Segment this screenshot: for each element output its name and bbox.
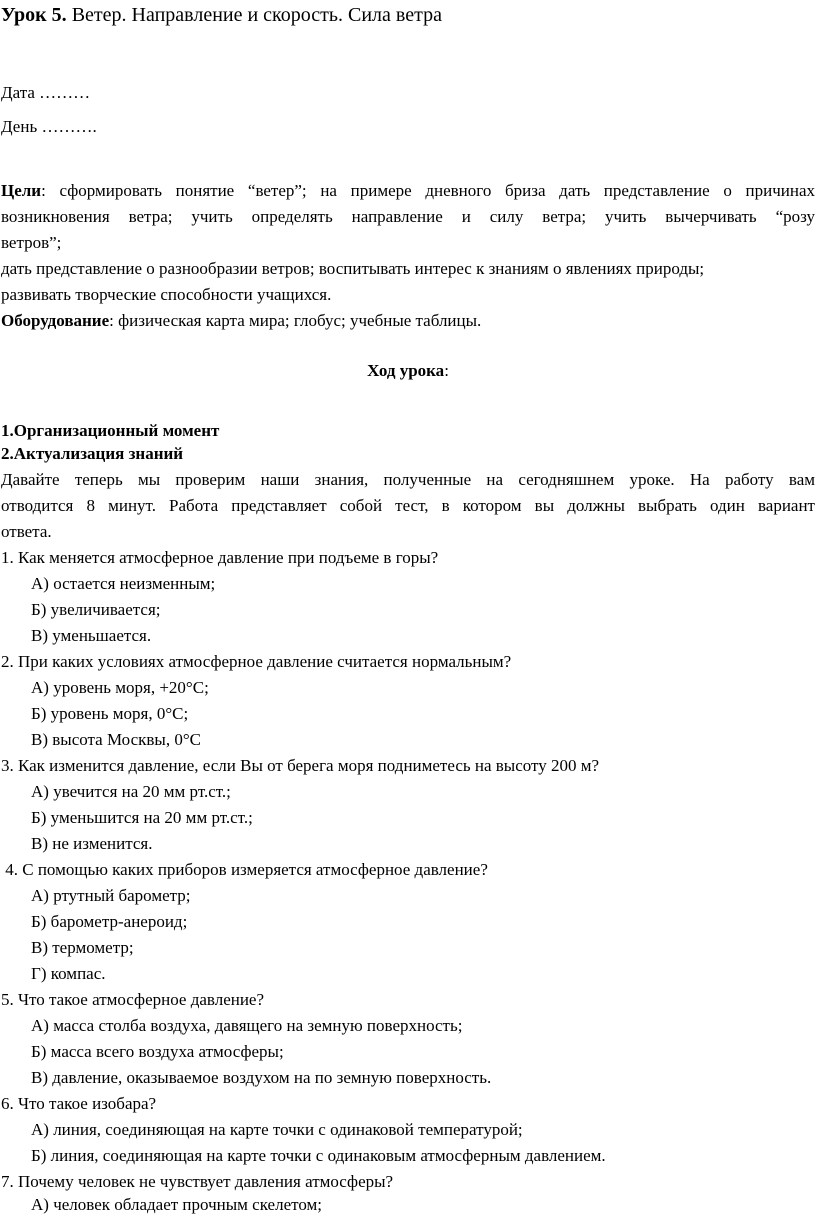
q5-option-c: В) давление, оказываемое воздухом на по земную поверхность. — [31, 1068, 492, 1087]
section-2-heading: 2.Актуализация знаний — [1, 444, 184, 463]
q4-option-d: Г) компас. — [31, 964, 106, 983]
question-5: 5. Что такое атмосферное давление? — [1, 990, 265, 1009]
q6-option-a: А) линия, соединяющая на карте точки с одинаковой температурой; — [31, 1120, 523, 1139]
q3-option-b: Б) уменьшится на 20 мм рт.ст.; — [31, 808, 253, 827]
question-6: 6. Что такое изобара? — [1, 1094, 157, 1113]
q1-option-c: В) уменьшается. — [31, 626, 152, 645]
question-7: 7. Почему человек не чувствует давления атмосферы? — [1, 1172, 394, 1191]
q2-option-c: В) высота Москвы, 0°С — [31, 730, 201, 749]
question-3: 3. Как изменится давление, если Вы от берега моря подниметесь на высоту 200 м? — [1, 756, 600, 775]
section-1-heading: 1.Организационный момент — [1, 421, 220, 440]
equipment-label: Оборудование — [1, 311, 110, 330]
goals-line-2: возникновения ветра; учить определять направление и силу ветра; учить вычерчивать “розу — [1, 207, 815, 226]
question-4: 4. С помощью каких приборов измеряется атмосферное давление? — [1, 860, 488, 879]
intro-line-3: ответа. — [1, 522, 52, 541]
q6-option-b: Б) линия, соединяющая на карте точки с одинаковым атмосферным давлением. — [31, 1146, 606, 1165]
day-line: День ………. — [1, 117, 97, 136]
equipment-line: Оборудование: физическая карта мира; глобус; учебные таблицы. — [1, 311, 482, 330]
intro-line-1: Давайте теперь мы проверим наши знания, полученные на сегодняшнем уроке. На работу вам — [1, 470, 815, 489]
goals-label: Цели — [1, 181, 42, 200]
intro-line-2: отводится 8 минут. Работа представляет собой тест, в котором вы должны выбрать один вариант — [1, 496, 815, 515]
q3-option-a: А) увечится на 20 мм рт.ст.; — [31, 782, 231, 801]
date-line: Дата ……… — [1, 83, 91, 102]
lesson-title — [1, 2, 442, 28]
q4-option-a: А) ртутный барометр; — [31, 886, 191, 905]
q5-option-a: А) масса столба воздуха, давящего на земную поверхность; — [31, 1016, 463, 1035]
goals-line-1: Цели: сформировать понятие “ветер”; на примере дневного бриза дать представление о причинах — [1, 181, 815, 200]
q2-option-a: А) уровень моря, +20°С; — [31, 678, 209, 697]
q7-option-a: А) человек обладает прочным скелетом; — [31, 1195, 322, 1214]
q1-option-b: Б) увеличивается; — [31, 600, 161, 619]
lesson-number: Урок 5. — [1, 4, 67, 26]
goals-line-5: развивать творческие способности учащихся. — [1, 285, 332, 304]
goals-line-3: ветров”; — [1, 233, 62, 252]
goals-line-4: дать представление о разнообразии ветров; воспитывать интерес к знаниям о явлениях природы; — [1, 259, 705, 278]
q1-option-a: А) остается неизменным; — [31, 574, 216, 593]
q5-option-b: Б) масса всего воздуха атмосферы; — [31, 1042, 284, 1061]
q4-option-b: Б) барометр-анероид; — [31, 912, 188, 931]
q3-option-c: В) не изменится. — [31, 834, 153, 853]
q4-option-c: В) термометр; — [31, 938, 134, 957]
q2-option-b: Б) уровень моря, 0°С; — [31, 704, 189, 723]
lesson-topic: Ветер. Направление и скорость. Сила ветра — [66, 4, 442, 26]
question-2: 2. При каких условиях атмосферное давление считается нормальным? — [1, 652, 512, 671]
lesson-flow-heading: Ход урока: — [367, 361, 449, 380]
question-1: 1. Как меняется атмосферное давление при подъеме в горы? — [1, 548, 439, 567]
